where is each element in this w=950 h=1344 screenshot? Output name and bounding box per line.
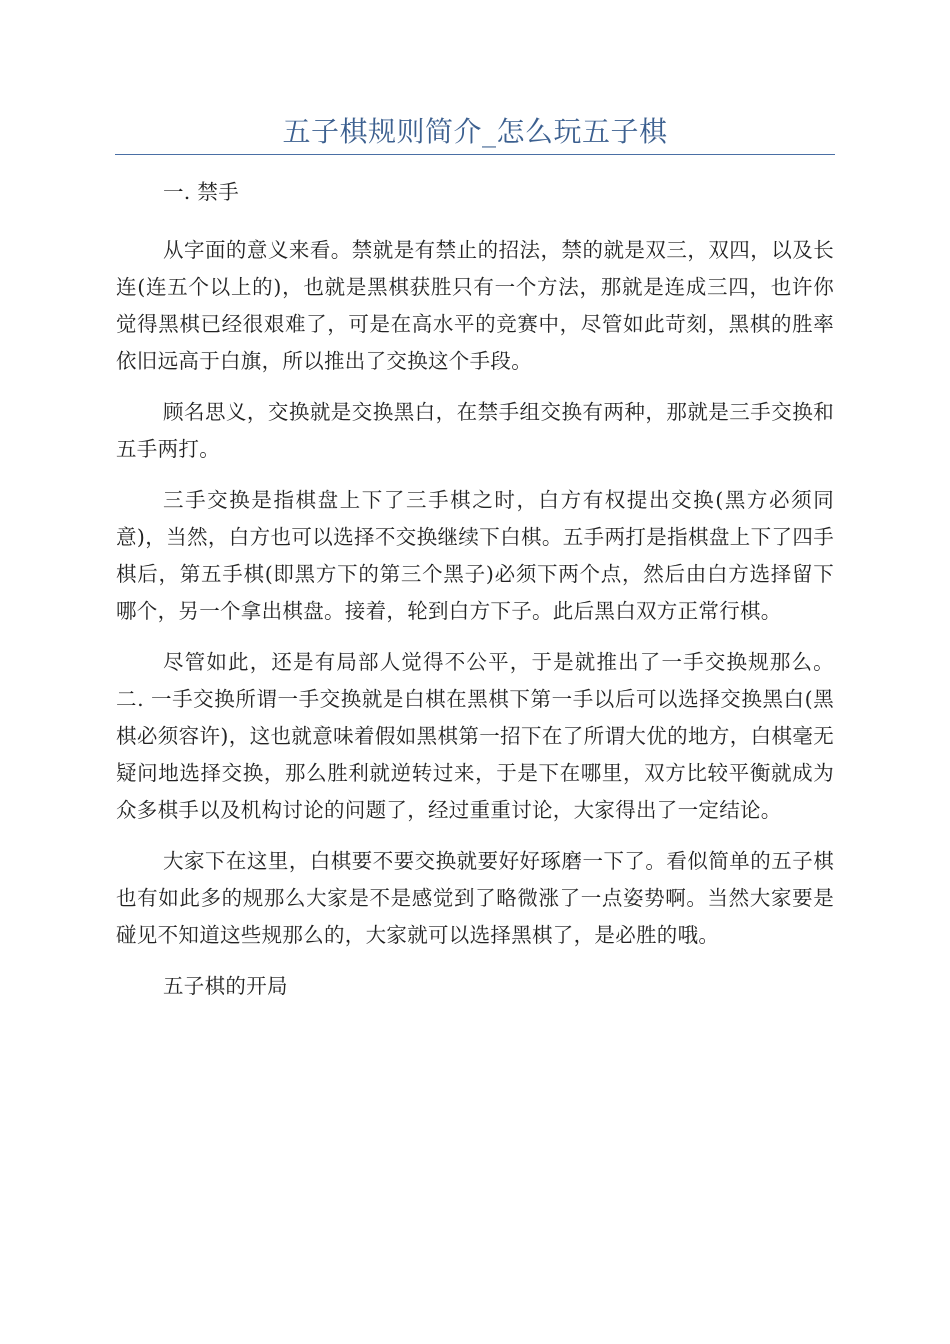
document-title: 五子棋规则简介_怎么玩五子棋 [282,115,668,148]
paragraph-conclusion: 大家下在这里，白棋要不要交换就要好好琢磨一下了。看似简单的五子棋也有如此多的规那么大家是不是感觉到了略微涨了一点姿势啊。当然大家要是碰见不知道这些规那么的，大家就可以选择黑棋了，是必胜的哦。 [116,849,834,947]
paragraph-one-move-exchange: 尽管如此，还是有局部人觉得不公平，于是就推出了一手交换规那么。二. 一手交换所谓一手交换就是白棋在黑棋下第一手以后可以选择交换黑白(黑棋必须容许)，这也就意味着假如黑棋第一招下在了所谓大优的地方，白棋毫无疑问地选择交换，那么胜利就逆转过来，于是下在哪里，双方比较平衡就成为众多棋手以及机构讨论的问题了，经过重重讨论，大家得出了一定结论。 [116,650,834,822]
paragraph-three-move-exchange: 三手交换是指棋盘上下了三手棋之时，白方有权提出交换(黑方必须同意)，当然，白方也可以选择不交换继续下白棋。五手两打是指棋盘上下了四手棋后，第五手棋(即黑方下的第三个黑子)必须下两个点，然后由白方选择留下哪个，另一个拿出棋盘。接着，轮到白方下子。此后黑白双方正常行棋。 [116,488,834,623]
paragraph-forbidden-moves: 从字面的意义来看。禁就是有禁止的招法，禁的就是双三，双四，以及长连(连五个以上的)，也就是黑棋获胜只有一个方法，那就是连成三四，也许你觉得黑棋已经很艰难了，可是在高水平的竞赛中，尽管如此苛刻，黑棋的胜率依旧远高于白旗，所以推出了交换这个手段。 [116,238,834,373]
title-underline [115,154,835,155]
paragraph-exchange-meaning: 顾名思义，交换就是交换黑白，在禁手组交换有两种，那就是三手交换和五手两打。 [116,400,834,461]
document-body [116,174,834,1019]
section-heading-forbidden-moves: 一. 禁手 [163,180,240,204]
section-heading-opening: 五子棋的开局 [163,974,288,998]
